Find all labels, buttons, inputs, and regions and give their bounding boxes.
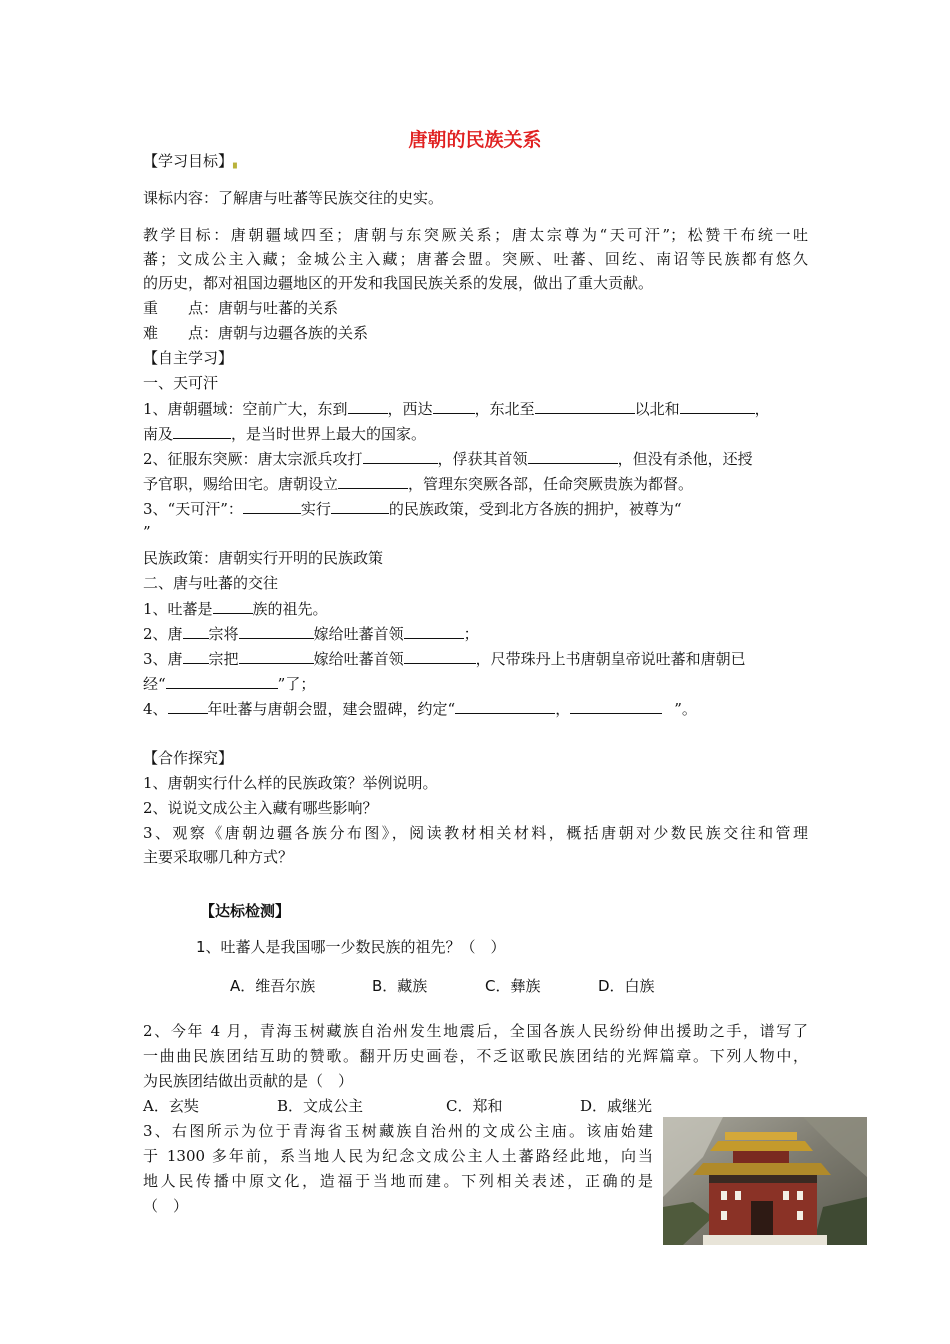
temple-photo <box>663 1117 867 1245</box>
blank-emperor-1[interactable] <box>183 623 209 639</box>
blank-relation[interactable] <box>166 673 278 689</box>
teaching-goal-line-3: 的历史，都对祖国边疆地区的开发和我国民族关系的发展，做出了重大贡献。 <box>143 274 654 292</box>
blank-attacked[interactable] <box>363 448 438 464</box>
teaching-goal-line-2: 蕃；文成公主入藏；金城公主入藏；唐蕃会盟。突厥、吐蕃、回纥、南诏等民族都有悠久 <box>143 250 808 268</box>
blank-tubo-leader-2[interactable] <box>404 648 476 664</box>
stray-mark: ▖ <box>233 158 241 169</box>
territory-question: 1、唐朝疆域：空前广大，东到 ，西达 ，东北至 以北和 ， <box>143 400 770 418</box>
blank-who[interactable] <box>243 498 301 514</box>
blank-office[interactable] <box>338 473 408 489</box>
blank-leader[interactable] <box>528 448 618 464</box>
test-question-3-line-4: （ ） <box>143 1197 189 1215</box>
teaching-goal-line-1: 教学目标：唐朝疆域四至；唐朝与东突厥关系；唐太宗尊为“天可汗”；松赞干布统一吐 <box>143 226 808 244</box>
territory-question-cont: 南及 ，是当时世界上最大的国家。 <box>143 425 427 443</box>
tubo-question-3-cont: 经“ ”了； <box>143 675 316 693</box>
q1-option-d[interactable]: D．白族 <box>598 977 655 995</box>
key-point: 重 点：唐朝与吐蕃的关系 <box>143 299 339 317</box>
test-question-2-line-2: 一曲曲民族团结互助的赞歌。翻开历史画卷，不乏讴歌民族团结的光辉篇章。下列人物中， <box>143 1047 808 1065</box>
q1-option-c[interactable]: C．彝族 <box>485 977 541 995</box>
blank-ethnic[interactable] <box>213 598 253 614</box>
test-question-3-line-2: 于 1300 多年前，系当地人民为纪念文成公主人土蕃路经此地，向当 <box>143 1147 653 1165</box>
test-heading: 【达标检测】 <box>200 902 291 920</box>
policy-line: 民族政策：唐朝实行开明的民族政策 <box>143 549 384 567</box>
blank-policy[interactable] <box>331 498 389 514</box>
q2-option-d[interactable]: D．戚继光 <box>580 1097 653 1115</box>
temple-photo-image <box>663 1117 867 1245</box>
tubo-question-2: 2、唐 宗将 嫁给吐蕃首领 ； <box>143 625 479 643</box>
test-question-3-line-3: 地人民传播中原文化，造福于当地而建。下列相关表述，正确的是 <box>143 1172 653 1190</box>
q2-option-a[interactable]: A．玄奘 <box>143 1097 199 1115</box>
cooperation-question-3-cont: 主要采取哪几种方式？ <box>143 848 294 866</box>
khan-question: 3、“天可汗”： 实行 的民族政策，受到北方各族的拥护，被尊为“ <box>143 500 682 518</box>
cooperation-heading: 【合作探究】 <box>143 749 234 767</box>
turk-question-cont: 予官职，赐给田宅。唐朝设立 ，管理东突厥各部，任命突厥贵族为都督。 <box>143 475 694 493</box>
tubo-question-1: 1、吐蕃是 族的祖先。 <box>143 600 328 618</box>
blank-west[interactable] <box>433 398 475 414</box>
curriculum-line: 课标内容：了解唐与吐蕃等民族交往的史实。 <box>143 189 444 207</box>
blank-northeast[interactable] <box>535 398 635 414</box>
test-question-1: 1、吐蕃人是我国哪一少数民族的祖先？（ ） <box>196 938 506 956</box>
part-one-heading: 一、天可汗 <box>143 374 219 392</box>
q1-option-a[interactable]: A．维吾尔族 <box>230 977 316 995</box>
blank-agreement-1[interactable] <box>455 698 555 714</box>
difficult-point: 难 点：唐朝与边疆各族的关系 <box>143 324 369 342</box>
self-study-heading: 【自主学习】 <box>143 349 234 367</box>
cooperation-question-2: 2、说说文成公主入藏有哪些影响？ <box>143 799 378 817</box>
blank-year[interactable] <box>168 698 208 714</box>
khan-question-cont: ” <box>143 523 151 541</box>
cooperation-question-1: 1、唐朝实行什么样的民族政策？举例说明。 <box>143 774 438 792</box>
test-question-2-line-1: 2、今年 4 月，青海玉树藏族自治州发生地震后，全国各族人民纷纷伸出援助之手，谱写了 <box>143 1022 808 1040</box>
test-question-2-line-3: 为民族团结做出贡献的是（ ） <box>143 1072 354 1090</box>
blank-princess-1[interactable] <box>239 623 314 639</box>
tubo-question-4: 4、 年吐蕃与唐朝会盟，建会盟碑，约定“ ， ”。 <box>143 700 697 718</box>
turk-question: 2、征服东突厥：唐太宗派兵攻打 ，俘获其首领 ，但没有杀他，还授 <box>143 450 753 468</box>
blank-tubo-leader-1[interactable] <box>404 623 464 639</box>
blank-princess-2[interactable] <box>239 648 314 664</box>
blank-north[interactable] <box>680 398 755 414</box>
cooperation-question-3: 3、观察《唐朝边疆各族分布图》，阅读教材相关材料，概括唐朝对少数民族交往和管理 <box>143 824 808 842</box>
page-title: 唐朝的民族关系 <box>408 129 542 151</box>
goals-heading: 【学习目标】▖ <box>143 152 241 170</box>
q2-option-b[interactable]: B．文成公主 <box>277 1097 364 1115</box>
test-question-3-line-1: 3、右图所示为位于青海省玉树藏族自治州的文成公主庙。该庙始建 <box>143 1122 653 1140</box>
blank-east[interactable] <box>348 398 388 414</box>
q2-option-c[interactable]: C．郑和 <box>446 1097 503 1115</box>
blank-agreement-2[interactable] <box>570 698 662 714</box>
blank-emperor-2[interactable] <box>183 648 209 664</box>
q1-option-b[interactable]: B．藏族 <box>372 977 428 995</box>
blank-south[interactable] <box>173 423 231 439</box>
part-two-heading: 二、唐与吐蕃的交往 <box>143 574 279 592</box>
tubo-question-3: 3、唐 宗把 嫁给吐蕃首领 ，尺带珠丹上书唐朝皇帝说吐蕃和唐朝已 <box>143 650 746 668</box>
